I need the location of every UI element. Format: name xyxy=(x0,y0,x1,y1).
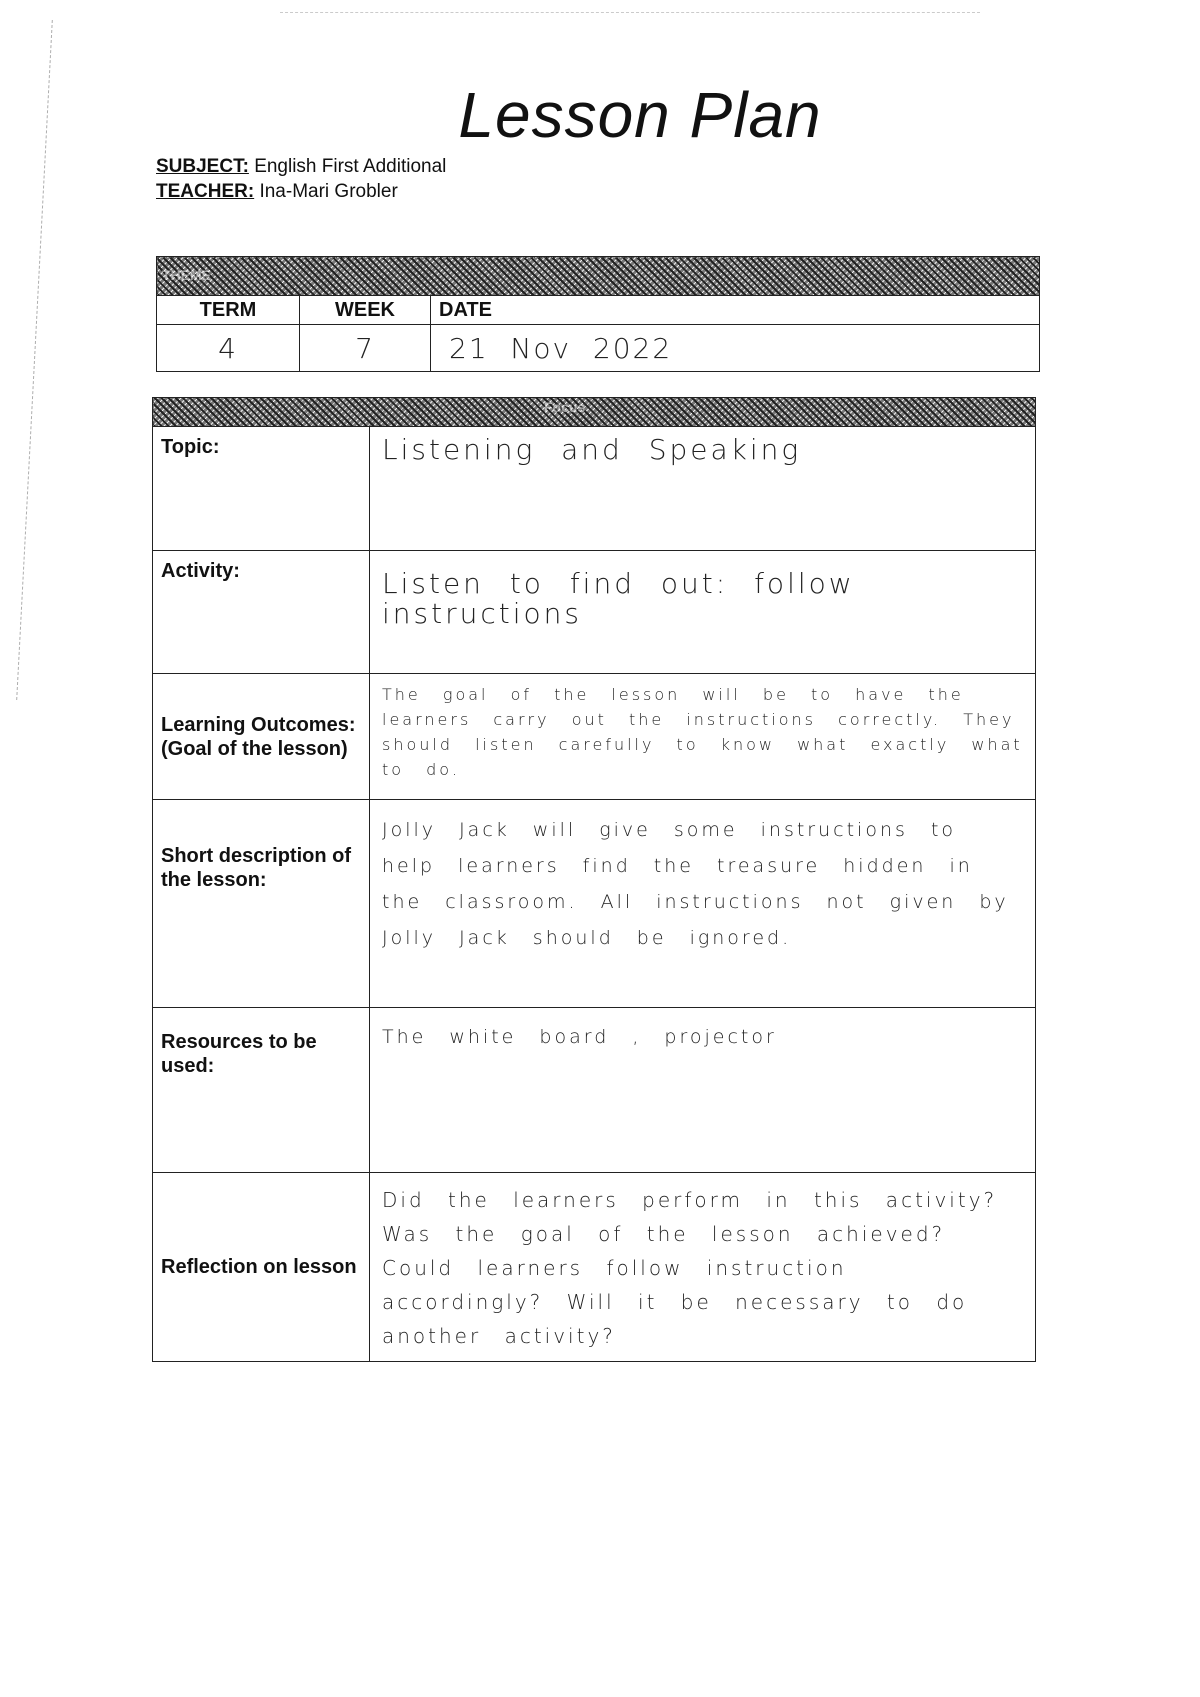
topic-row xyxy=(153,427,1036,551)
schedule-table xyxy=(156,256,1040,372)
resources-value: The white board , projector xyxy=(382,1026,777,1048)
topic-cell xyxy=(370,427,1036,551)
date-header: DATE xyxy=(431,296,1040,325)
activity-value: Listen to find out: follow instructions xyxy=(382,567,855,630)
week-header: WEEK xyxy=(300,296,431,325)
scan-top-noise xyxy=(280,12,980,15)
subject-value: English First Additional xyxy=(254,156,447,177)
description-cell xyxy=(370,800,1036,1008)
theme-band-label: THEME xyxy=(162,267,211,283)
reflection-value: Did the learners perform in this activity? Was the goal of the lesson achieved? Could learners follow instruction accordingly? Will it be necessary to do another activity? xyxy=(382,1188,998,1348)
reflection-label: Reflection on lesson xyxy=(153,1173,370,1362)
term-header: TERM xyxy=(157,296,300,325)
teacher-label: TEACHER: xyxy=(156,181,255,202)
activity-row xyxy=(153,551,1036,674)
description-row xyxy=(153,800,1036,1008)
focus-band-label: Focus xyxy=(544,399,586,415)
outcomes-label: Learning Outcomes: (Goal of the lesson) xyxy=(153,674,370,800)
activity-label: Activity: xyxy=(153,551,370,674)
page-title: Lesson Plan xyxy=(458,79,822,151)
subject-label: SUBJECT: xyxy=(156,156,249,177)
teacher-line xyxy=(156,181,398,203)
term-value-text: 4 xyxy=(218,331,238,365)
subject-line xyxy=(156,156,446,178)
outcomes-cell xyxy=(370,674,1036,800)
focus-band xyxy=(153,398,1036,427)
reflection-cell xyxy=(370,1173,1036,1362)
date-value-text: 21 Nov 2022 xyxy=(449,331,673,365)
topic-label: Topic: xyxy=(153,427,370,551)
topic-value: Listening and Speaking xyxy=(382,433,802,466)
description-label: Short description of the lesson: xyxy=(153,800,370,1008)
week-value xyxy=(300,325,431,372)
description-value: Jolly Jack will give some instructions to help learners find the treasure hidden in the classroom. All instructions not given by Jolly Jack should be ignored. xyxy=(382,819,1009,949)
reflection-row xyxy=(153,1173,1036,1362)
teacher-value: Ina-Mari Grobler xyxy=(259,181,398,202)
resources-label: Resources to be used: xyxy=(153,1008,370,1173)
theme-band xyxy=(157,257,1040,296)
outcomes-value: The goal of the lesson will be to have the learners carry out the instructions correctly. They should listen carefully to know what exactly what to do. xyxy=(382,685,1023,779)
lesson-details-table xyxy=(152,397,1036,1362)
term-value xyxy=(157,325,300,372)
activity-cell xyxy=(370,551,1036,674)
outcomes-row xyxy=(153,674,1036,800)
date-value xyxy=(431,325,1040,372)
resources-row xyxy=(153,1008,1036,1173)
week-value-text: 7 xyxy=(355,331,375,365)
resources-cell xyxy=(370,1008,1036,1173)
